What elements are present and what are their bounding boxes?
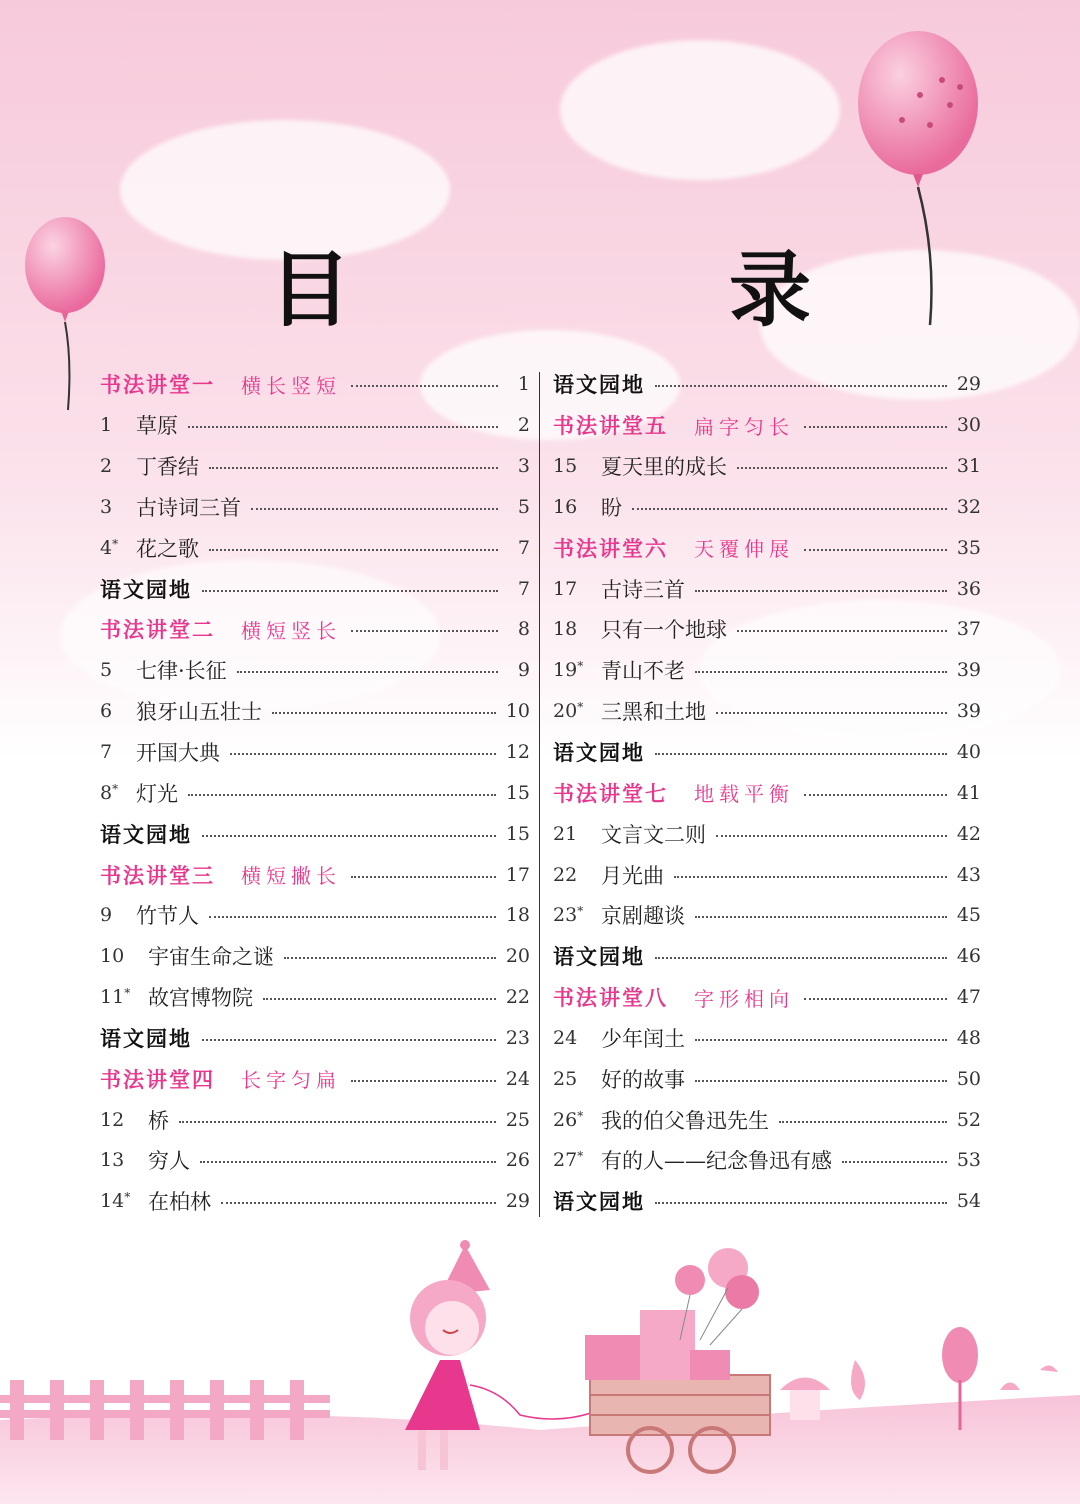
page-number: 26 xyxy=(505,1149,530,1172)
bottom-illustration xyxy=(0,1230,1080,1504)
dot-leader xyxy=(695,916,947,918)
entry-title: 书法讲堂三 xyxy=(100,863,215,888)
lesson-number: 19* xyxy=(553,659,584,682)
page-number: 40 xyxy=(956,741,981,764)
toc-entry[interactable] xyxy=(100,405,530,446)
dot-leader xyxy=(842,1161,947,1163)
dot-leader xyxy=(737,630,947,632)
dot-leader xyxy=(695,671,947,673)
lesson-number: 24 xyxy=(553,1026,578,1049)
lesson-number: 16 xyxy=(553,495,578,518)
toc-entry[interactable] xyxy=(100,977,530,1018)
entry-title: 竹节人 xyxy=(136,904,199,929)
toc-entry[interactable] xyxy=(553,446,981,487)
entry-subtitle: 横短撇长 xyxy=(241,864,341,889)
dot-leader xyxy=(695,1039,947,1041)
dot-leader xyxy=(284,957,496,959)
toc-entry[interactable] xyxy=(553,609,981,650)
dot-leader xyxy=(200,1161,496,1163)
page-number: 12 xyxy=(505,741,530,764)
entry-title: 只有一个地球 xyxy=(601,618,727,643)
page-number: 31 xyxy=(956,455,981,478)
entry-title: 丁香结 xyxy=(136,455,199,480)
toc-entry[interactable] xyxy=(553,568,981,609)
lesson-number: 21 xyxy=(553,822,578,845)
dot-leader xyxy=(674,876,947,878)
entry-subtitle: 天覆伸展 xyxy=(694,537,794,562)
dot-leader xyxy=(779,1121,947,1123)
page-number: 36 xyxy=(956,577,981,600)
lesson-number: 4* xyxy=(100,536,119,559)
lesson-number: 26* xyxy=(553,1108,584,1131)
entry-title: 故宫博物院 xyxy=(148,986,253,1011)
optional-lesson-star: * xyxy=(577,904,584,919)
lesson-number: 5 xyxy=(100,659,113,682)
toc-entry[interactable] xyxy=(100,1099,530,1140)
toc-entry[interactable] xyxy=(100,1018,530,1059)
dot-leader xyxy=(695,1080,947,1082)
toc-entry[interactable] xyxy=(100,1140,530,1181)
page-number: 48 xyxy=(956,1026,981,1049)
page-number: 15 xyxy=(505,822,530,845)
lesson-number: 14* xyxy=(100,1190,131,1213)
optional-lesson-star: * xyxy=(124,986,131,1001)
page-number: 17 xyxy=(505,863,530,886)
page-number: 7 xyxy=(517,536,530,559)
lesson-number: 13 xyxy=(100,1149,125,1172)
dot-leader xyxy=(804,549,947,551)
entry-title: 月光曲 xyxy=(601,863,664,888)
toc-entry[interactable] xyxy=(553,977,981,1018)
entry-title: 七律·长征 xyxy=(136,659,227,684)
dot-leader xyxy=(655,385,947,387)
page-number: 29 xyxy=(956,373,981,396)
dot-leader xyxy=(263,998,496,1000)
page-number: 1 xyxy=(517,373,530,396)
toc-entry[interactable] xyxy=(553,527,981,568)
entry-title: 我的伯父鲁迅先生 xyxy=(601,1108,769,1133)
lesson-number: 25 xyxy=(553,1067,578,1090)
toc-entry[interactable] xyxy=(553,732,981,773)
lesson-number: 7 xyxy=(100,741,113,764)
dot-leader xyxy=(221,1202,496,1204)
dot-leader xyxy=(804,426,947,428)
toc-entry[interactable] xyxy=(100,446,530,487)
entry-subtitle: 字形相向 xyxy=(694,986,794,1011)
lesson-number: 8* xyxy=(100,781,119,804)
entry-title: 在柏林 xyxy=(148,1190,211,1215)
toc-entry[interactable] xyxy=(100,936,530,977)
dot-leader xyxy=(179,1121,496,1123)
lesson-number: 12 xyxy=(100,1108,125,1131)
toc-entry[interactable] xyxy=(100,609,530,650)
page-number: 37 xyxy=(956,618,981,641)
toc-entry[interactable] xyxy=(553,854,981,895)
dot-leader xyxy=(188,794,496,796)
dot-leader xyxy=(272,712,496,714)
dot-leader xyxy=(202,1039,496,1041)
entry-title: 京剧趣谈 xyxy=(601,904,685,929)
entry-title: 语文园地 xyxy=(100,1026,192,1051)
lesson-number: 9 xyxy=(100,904,113,927)
entry-subtitle: 长字匀扁 xyxy=(241,1068,341,1093)
page-number: 18 xyxy=(505,904,530,927)
entry-title: 夏天里的成长 xyxy=(601,455,727,480)
dot-leader xyxy=(209,549,498,551)
entry-title: 书法讲堂一 xyxy=(100,373,215,398)
dot-leader xyxy=(230,753,496,755)
page-number: 29 xyxy=(505,1190,530,1213)
lesson-number: 10 xyxy=(100,945,125,968)
lesson-number: 2 xyxy=(100,455,113,478)
dot-leader xyxy=(251,508,498,510)
dot-leader xyxy=(209,916,496,918)
optional-lesson-star: * xyxy=(112,781,119,796)
optional-lesson-star: * xyxy=(577,700,584,715)
entry-title: 语文园地 xyxy=(553,1190,645,1215)
entry-title: 桥 xyxy=(148,1108,169,1133)
toc-entry[interactable] xyxy=(553,405,981,446)
page-number: 53 xyxy=(956,1149,981,1172)
page-number: 22 xyxy=(505,986,530,1009)
entry-title: 语文园地 xyxy=(553,945,645,970)
entry-title: 语文园地 xyxy=(100,577,192,602)
page-number: 43 xyxy=(956,863,981,886)
toc-entry[interactable] xyxy=(553,1140,981,1181)
page-number: 9 xyxy=(517,659,530,682)
toc-entry[interactable] xyxy=(100,854,530,895)
dot-leader xyxy=(351,876,496,878)
toc-entry[interactable] xyxy=(100,1058,530,1099)
page-number: 10 xyxy=(505,700,530,723)
entry-subtitle: 横短竖长 xyxy=(241,618,341,643)
toc-entry[interactable] xyxy=(100,487,530,528)
page-number: 5 xyxy=(517,495,530,518)
toc-entry[interactable] xyxy=(553,1018,981,1059)
toc-entry[interactable] xyxy=(553,1181,981,1222)
entry-title: 语文园地 xyxy=(553,741,645,766)
entry-subtitle: 横长竖短 xyxy=(241,373,341,398)
entry-title: 书法讲堂五 xyxy=(553,414,668,439)
page-number: 2 xyxy=(517,414,530,437)
optional-lesson-star: * xyxy=(112,536,119,551)
lesson-number: 22 xyxy=(553,863,578,886)
page-number: 20 xyxy=(505,945,530,968)
page-number: 52 xyxy=(956,1108,981,1131)
toc-entry[interactable] xyxy=(553,936,981,977)
dot-leader xyxy=(655,1202,947,1204)
lesson-number: 27* xyxy=(553,1149,584,1172)
entry-title: 灯光 xyxy=(136,781,178,806)
dot-leader xyxy=(237,671,498,673)
entry-title: 语文园地 xyxy=(100,822,192,847)
entry-title: 古诗词三首 xyxy=(136,495,241,520)
page-number: 30 xyxy=(956,414,981,437)
lesson-number: 18 xyxy=(553,618,578,641)
page-number: 24 xyxy=(505,1067,530,1090)
dot-leader xyxy=(202,590,498,592)
dot-leader xyxy=(351,385,498,387)
page-number: 42 xyxy=(956,822,981,845)
toc-entry[interactable] xyxy=(100,895,530,936)
dot-leader xyxy=(737,467,947,469)
dot-leader xyxy=(655,957,947,959)
page-number: 39 xyxy=(956,700,981,723)
entry-title: 书法讲堂六 xyxy=(553,536,668,561)
entry-title: 盼 xyxy=(601,495,622,520)
toc-left-column xyxy=(100,364,530,1222)
entry-subtitle: 扁字匀长 xyxy=(694,414,794,439)
entry-title: 宇宙生命之谜 xyxy=(148,945,274,970)
entry-title: 书法讲堂二 xyxy=(100,618,215,643)
entry-title: 草原 xyxy=(136,414,178,439)
entry-title: 书法讲堂七 xyxy=(553,781,668,806)
toc-entry[interactable] xyxy=(553,487,981,528)
entry-title: 少年闰土 xyxy=(601,1026,685,1051)
toc-entry[interactable] xyxy=(100,568,530,609)
entry-title: 书法讲堂八 xyxy=(553,986,668,1011)
toc-entry[interactable] xyxy=(553,650,981,691)
dot-leader xyxy=(716,835,947,837)
toc-entry[interactable] xyxy=(553,895,981,936)
dot-leader xyxy=(632,508,947,510)
toc-entry[interactable] xyxy=(100,772,530,813)
page-number: 47 xyxy=(956,986,981,1009)
page-number: 8 xyxy=(517,618,530,641)
entry-title: 书法讲堂四 xyxy=(100,1067,215,1092)
column-divider xyxy=(539,372,540,1217)
toc-entry[interactable] xyxy=(100,732,530,773)
lesson-number: 20* xyxy=(553,700,584,723)
lesson-number: 1 xyxy=(100,414,113,437)
optional-lesson-star: * xyxy=(577,1108,584,1123)
toc-entry[interactable] xyxy=(553,1099,981,1140)
entry-subtitle: 地载平衡 xyxy=(694,782,794,807)
entry-title: 语文园地 xyxy=(553,373,645,398)
toc-right-column xyxy=(553,364,981,1222)
dot-leader xyxy=(804,998,947,1000)
toc-entry[interactable] xyxy=(100,1181,530,1222)
page-number: 39 xyxy=(956,659,981,682)
entry-title: 狼牙山五壮士 xyxy=(136,700,262,725)
toc-entry[interactable] xyxy=(100,527,530,568)
dot-leader xyxy=(351,630,498,632)
lesson-number: 6 xyxy=(100,700,113,723)
dot-leader xyxy=(351,1080,496,1082)
entry-title: 青山不老 xyxy=(601,659,685,684)
page-number: 46 xyxy=(956,945,981,968)
page-number: 45 xyxy=(956,904,981,927)
lesson-number: 3 xyxy=(100,495,113,518)
lesson-number: 23* xyxy=(553,904,584,927)
toc-entry[interactable] xyxy=(100,650,530,691)
page-number: 23 xyxy=(505,1026,530,1049)
dot-leader xyxy=(209,467,498,469)
lesson-number: 11* xyxy=(100,986,131,1009)
optional-lesson-star: * xyxy=(577,659,584,674)
page-number: 41 xyxy=(956,781,981,804)
entry-title: 花之歌 xyxy=(136,536,199,561)
toc-entry[interactable] xyxy=(553,364,981,405)
entry-title: 开国大典 xyxy=(136,741,220,766)
dot-leader xyxy=(202,835,496,837)
page-number: 15 xyxy=(505,781,530,804)
dot-leader xyxy=(695,590,947,592)
optional-lesson-star: * xyxy=(124,1190,131,1205)
dot-leader xyxy=(655,753,947,755)
toc-entry[interactable] xyxy=(100,813,530,854)
page-number: 3 xyxy=(517,455,530,478)
page-number: 54 xyxy=(956,1190,981,1213)
page-number: 35 xyxy=(956,536,981,559)
lesson-number: 15 xyxy=(553,455,578,478)
toc-entry[interactable] xyxy=(100,691,530,732)
optional-lesson-star: * xyxy=(577,1149,584,1164)
page-number: 50 xyxy=(956,1067,981,1090)
entry-title: 穷人 xyxy=(148,1149,190,1174)
entry-title: 三黑和土地 xyxy=(601,700,706,725)
entry-title: 有的人——纪念鲁迅有感 xyxy=(601,1149,832,1174)
entry-title: 文言文二则 xyxy=(601,822,706,847)
page-number: 7 xyxy=(517,577,530,600)
page-number: 25 xyxy=(505,1108,530,1131)
dot-leader xyxy=(804,794,947,796)
entry-title: 古诗三首 xyxy=(601,577,685,602)
page-title: 目 录 xyxy=(268,243,959,338)
dot-leader xyxy=(188,426,498,428)
dot-leader xyxy=(716,712,947,714)
toc-entry[interactable] xyxy=(553,813,981,854)
lesson-number: 17 xyxy=(553,577,578,600)
toc-entry[interactable] xyxy=(100,364,530,405)
toc-entry[interactable] xyxy=(553,1058,981,1099)
toc-entry[interactable] xyxy=(553,772,981,813)
toc-entry[interactable] xyxy=(553,691,981,732)
page-number: 32 xyxy=(956,495,981,518)
entry-title: 好的故事 xyxy=(601,1067,685,1092)
